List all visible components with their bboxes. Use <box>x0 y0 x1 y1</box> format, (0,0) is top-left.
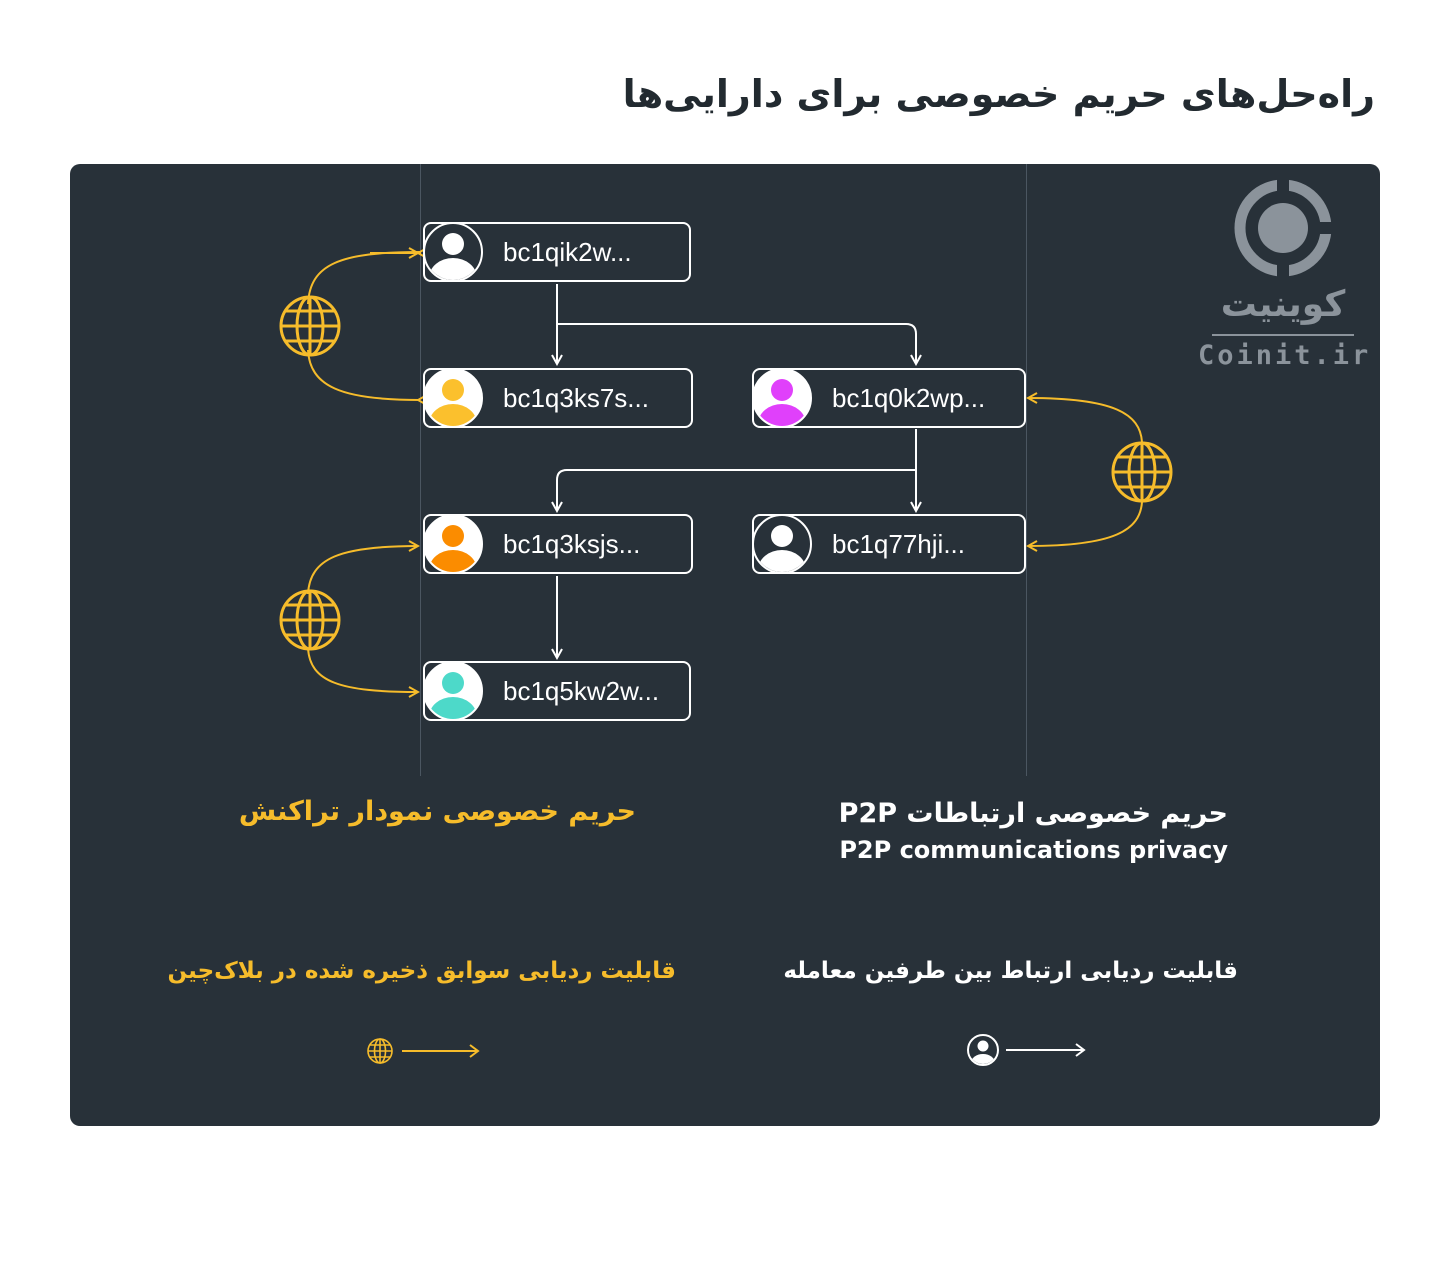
coinit-logo <box>1198 176 1372 376</box>
address-label: bc1q0k2wp... <box>832 383 986 413</box>
address-label: bc1qik2w... <box>503 237 632 267</box>
address-node <box>423 368 693 428</box>
tx-arrow-n1-n3 <box>557 324 916 364</box>
legend-text-p2p: قابلیت ردیابی ارتباط بین طرفین معامله <box>783 958 1238 984</box>
link-globe2-n5 <box>1028 502 1142 546</box>
tx-arrow-n3-n4 <box>557 470 916 511</box>
user-circle-icon <box>968 1035 998 1067</box>
user-avatar-icon <box>752 368 812 428</box>
logo-divider <box>1212 334 1354 336</box>
section-subtitle-p2p: P2P communications privacy <box>839 836 1228 864</box>
coinit-logo-mark-icon <box>1231 176 1335 280</box>
arrow-right-icon <box>1006 1044 1084 1056</box>
address-label: bc1q3ks7s... <box>503 383 649 413</box>
section-title-p2p: حریم خصوصی ارتباطات P2P <box>838 798 1228 829</box>
diagram-panel <box>70 164 1380 1126</box>
logo-text-en: Coinit.ir <box>1198 340 1372 371</box>
address-label: bc1q5kw2w... <box>503 676 660 706</box>
globe-icon <box>1110 440 1174 504</box>
globe-icon <box>368 1039 392 1063</box>
user-avatar-icon <box>423 222 483 282</box>
link-globe3-n6 <box>308 648 418 692</box>
legend-user-arrow <box>966 1033 1090 1067</box>
user-avatar-icon <box>752 514 812 574</box>
section-title-graph: حریم خصوصی نمودار تراکنش <box>238 796 636 827</box>
legend-globe-arrow <box>366 1036 486 1066</box>
address-label: bc1q77hji... <box>832 529 965 559</box>
user-avatar-icon <box>423 661 483 721</box>
address-node <box>423 514 693 574</box>
address-node <box>423 661 691 721</box>
link-globe3-n4 <box>308 546 418 594</box>
logo-text-fa: کوینیت <box>1220 284 1346 325</box>
globe-icon <box>278 588 342 652</box>
address-node <box>752 368 1026 428</box>
legend-text-graph: قابلیت ردیابی سوابق ذخیره شده در بلاک‌چین <box>167 958 676 984</box>
arrow-right-icon <box>402 1045 478 1057</box>
globe-icon <box>278 294 342 358</box>
address-node <box>423 222 691 282</box>
user-avatar-icon <box>423 368 483 428</box>
link-globe2-n3 <box>1028 398 1142 442</box>
user-avatar-icon <box>423 514 483 574</box>
address-label: bc1q3ksjs... <box>503 529 641 559</box>
page-title: راه‌حل‌های حریم خصوصی برای دارایی‌ها <box>622 72 1375 116</box>
address-node <box>752 514 1026 574</box>
